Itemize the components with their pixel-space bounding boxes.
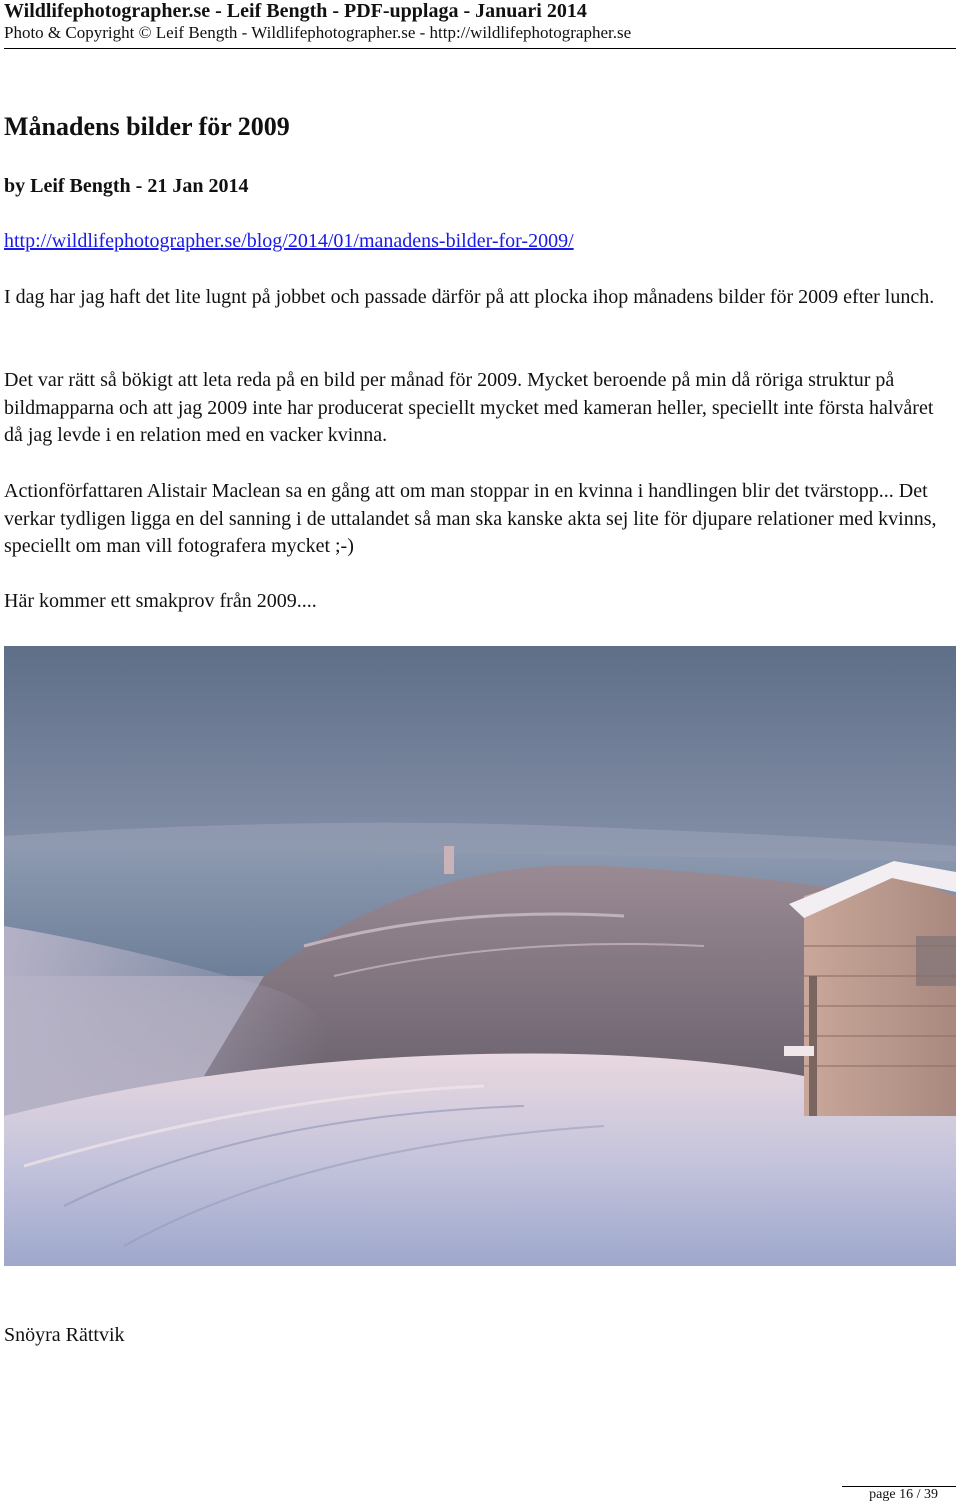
pdf-header: [4, 0, 956, 49]
paragraph-intro: I dag har jag haft det lite lugnt på jobbet och passade därför på att plocka ihop månadens bilder för 2009 efter lunch.: [4, 286, 935, 308]
header-copyright: Photo & Copyright © Leif Bength - Wildlifephotographer.se - http://wildlifephotographer.se: [4, 23, 632, 42]
winter-landscape-photo: [4, 646, 956, 1266]
header-title: Wildlifephotographer.se - Leif Bength - PDF-upplaga - Januari 2014: [4, 0, 587, 22]
paragraph-teaser: Här kommer ett smakprov från 2009....: [4, 590, 317, 612]
post-permalink[interactable]: http://wildlifephotographer.se/blog/2014/01/manadens-bilder-for-2009/: [4, 230, 574, 252]
photo-caption: Snöyra Rättvik: [4, 1324, 125, 1346]
post-title: Månadens bilder för 2009: [4, 112, 290, 141]
paragraph-search: Det var rätt så bökigt att leta reda på en bild per månad för 2009. Mycket beroende på min då röriga struktur på bildmapparna och att jag 2009 inte har producerat speciellt mycket med kameran heller, speciellt inte första halvåret då jag levde i en relation med en vacker kvinna.: [4, 369, 934, 446]
page-number: page 16 / 39: [869, 1487, 938, 1502]
post-byline: by Leif Bength - 21 Jan 2014: [4, 175, 249, 197]
paragraph-maclean: Actionförfattaren Alistair Maclean sa en gång att om man stoppar in en kvinna i handlingen blir det tvärstopp... Det verkar tydligen ligga en del sanning i de uttalandet så man ska kanske akta sej lite för djupare relationer med kvinns, speciellt om man vill fotografera mycket ;-): [4, 480, 937, 557]
